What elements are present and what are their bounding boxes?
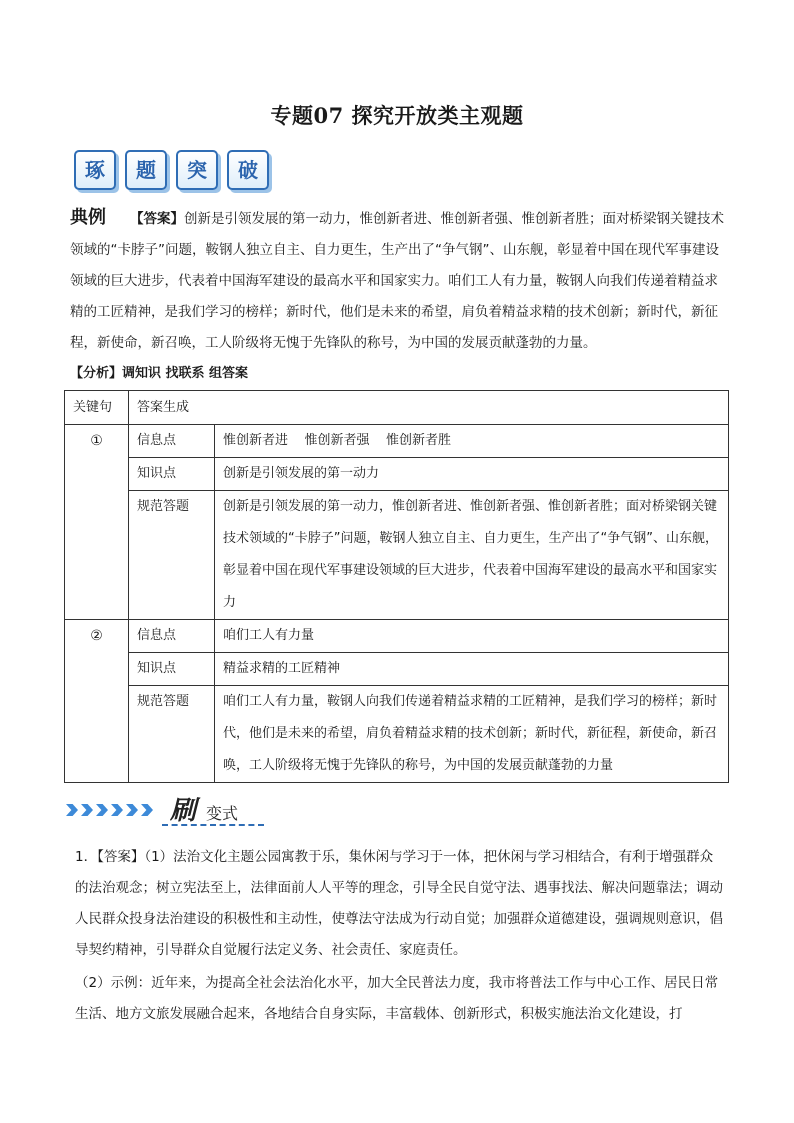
header-key-sentence: 关键句 bbox=[65, 391, 129, 425]
banner-char: 破 bbox=[227, 150, 269, 190]
example-label: 典例 bbox=[70, 207, 106, 228]
example-answer-text: 创新是引领发展的第一动力，惟创新者进、惟创新者强、惟创新者胜；面对桥梁钢关键技术领域的“卡脖子”问题，鞍钢人独立自主、自力更生，生产出了“争气钢”、山东舰，彰显着中国在现代军事建设领域的巨大进步，代表着中国海军建设的最高水平和国家实力。咱们工人有力量，鞍钢人向我们传递着精益求精的工匠精神，是我们学习的榜样；新时代，他们是未来的希望，肩负着精益求精的技术创新；新时代，新征程，新使命，新召唤，工人阶级将无愧于先锋队的称号，为中国的发展贡献蓬勃的力量。 bbox=[70, 211, 724, 351]
table-row bbox=[65, 425, 729, 458]
header-answer-gen: 答案生成 bbox=[129, 391, 729, 425]
section-banner bbox=[74, 148, 278, 192]
q1-part1-text: （1）法治文化主题公园寓教于乐，集休闲与学习于一体，把休闲与学习相结合，有利于增强群众的法治观念；树立宪法至上，法律面前人人平等的理念，引导全民自觉守法、遇事找法、解决问题靠法；调动人民群众投身法治建设的积极性和主动性，使尊法守法成为行动自觉；加强群众道德建设，强调规则意识，倡导契约精神，引导群众自觉履行法定义务、社会责任、家庭责任。 bbox=[75, 849, 723, 958]
row-label: 信息点 bbox=[129, 620, 215, 653]
table-row bbox=[65, 491, 729, 620]
banner-char: 琢 bbox=[74, 150, 116, 190]
question1-part1 bbox=[75, 842, 725, 966]
table-row bbox=[65, 458, 729, 491]
row-label: 知识点 bbox=[129, 653, 215, 686]
row-value: 惟创新者进 惟创新者强 惟创新者胜 bbox=[215, 425, 729, 458]
analysis-table bbox=[64, 390, 729, 783]
banner-char: 突 bbox=[176, 150, 218, 190]
group-number: ② bbox=[65, 620, 129, 783]
variant-section-header bbox=[66, 790, 266, 830]
answer-tag: 【答案】 bbox=[130, 211, 184, 227]
row-value: 创新是引领发展的第一动力 bbox=[215, 458, 729, 491]
page-title: 专题07 探究开放类主观题 bbox=[270, 103, 524, 128]
row-label: 知识点 bbox=[129, 458, 215, 491]
table-header-row bbox=[65, 391, 729, 425]
variant-label: 变式 bbox=[206, 804, 239, 823]
row-value: 精益求精的工匠精神 bbox=[215, 653, 729, 686]
chevrons-icon bbox=[66, 804, 156, 816]
table-row bbox=[65, 686, 729, 783]
question1-part2: （2）示例：近年来，为提高全社会法治化水平，加大全民普法力度，我市将普法工作与中心工作、居民日常生活、地方文旅发展融合起来，各地结合自身实际，丰富载体、创新形式，积极实施法治文化建设，打 bbox=[75, 975, 719, 1022]
example-paragraph bbox=[70, 202, 730, 359]
row-value: 咱们工人有力量，鞍钢人向我们传递着精益求精的工匠精神，是我们学习的榜样；新时代，他们是未来的希望，肩负着精益求精的技术创新；新时代，新征程，新使命，新召唤，工人阶级将无愧于先锋队的称号，为中国的发展贡献蓬勃的力量 bbox=[215, 686, 729, 783]
row-label: 规范答题 bbox=[129, 491, 215, 620]
row-label: 规范答题 bbox=[129, 686, 215, 783]
banner-char: 题 bbox=[125, 150, 167, 190]
q1-prefix: 1．【答案】 bbox=[75, 849, 145, 865]
group-number: ① bbox=[65, 425, 129, 620]
table-row bbox=[65, 620, 729, 653]
divider bbox=[162, 824, 264, 826]
row-value: 咱们工人有力量 bbox=[215, 620, 729, 653]
brush-char-icon: 刷 bbox=[170, 796, 197, 826]
analysis-heading: 【分析】调知识 找联系 组答案 bbox=[70, 366, 249, 381]
table-row bbox=[65, 653, 729, 686]
row-value: 创新是引领发展的第一动力，惟创新者进、惟创新者强、惟创新者胜；面对桥梁钢关键技术领域的“卡脖子”问题，鞍钢人独立自主、自力更生，生产出了“争气钢”、山东舰，彰显着中国在现代军事建设领域的巨大进步，代表着中国海军建设的最高水平和国家实力 bbox=[215, 491, 729, 620]
row-label: 信息点 bbox=[129, 425, 215, 458]
